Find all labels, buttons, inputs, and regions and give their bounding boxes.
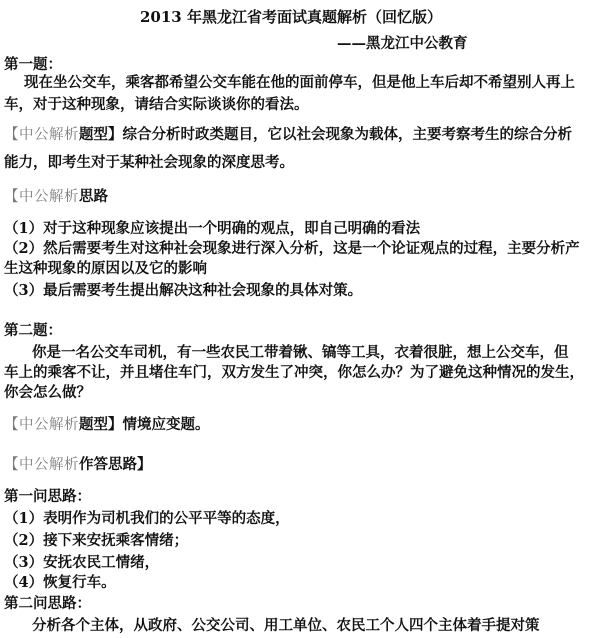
q1-heading: 第一题： — [4, 56, 62, 73]
q2-body-line-3: 你会怎么做？ — [4, 384, 91, 401]
q2-body-line-2: 车上的乘客不让，并且堵住车门，双方发生了冲突，你怎么办？为了避免这种情况的发生， — [4, 364, 584, 381]
second-question-text: 分析各个主体，从政府、公交公司、用工单位、农民工个人四个主体着手提对策 — [32, 617, 540, 634]
first-question-point-2: （2）接下来安抚乘客情绪； — [4, 532, 189, 549]
q2-body-line-1: 你是一名公交车司机，有一些农民工带着锹、镐等工具，衣着很脏，想上公交车，但 — [32, 344, 569, 361]
first-question-heading: 第一问思路： — [4, 488, 91, 505]
q1-type-tag-prefix: 【中公解析 — [4, 127, 79, 143]
first-question-point-1: （1）表明作为司机我们的公平平等的态度， — [4, 510, 290, 527]
first-question-point-4: （4）恢复行车。 — [4, 574, 116, 591]
q2-type-line — [4, 418, 210, 433]
q1-point-1: （1）对于这种现象应该提出一个明确的观点，即自己明确的看法 — [4, 220, 421, 237]
q2-type-tag-prefix: 【中公解析 — [4, 417, 79, 433]
q2-answer-heading — [4, 458, 152, 473]
q2-type-text: 情境应变题。 — [122, 416, 210, 433]
q2-type-tag-suffix: 题型】 — [79, 416, 123, 433]
second-question-heading: 第二问思路： — [4, 595, 91, 612]
q1-point-3: （3）最后需要考生提出解决这种社会现象的具体对策。 — [4, 282, 363, 299]
document-title: 2013 年黑龙江省考面试真题解析（回忆版） — [140, 8, 442, 26]
q1-idea-heading — [4, 190, 108, 205]
q1-body-line-2: 车，对于这种现象，请结合实际谈谈你的看法。 — [4, 96, 309, 113]
q2-heading: 第二题： — [4, 322, 62, 339]
q1-point-2: （2）然后需要考生对这种社会现象进行深入分析，这是一个论证观点的过程，主要分析产 — [4, 240, 580, 257]
first-question-point-3: （3）安抚农民工情绪， — [4, 554, 160, 571]
q1-type-tag-suffix: 题型】 — [79, 126, 123, 143]
document-subtitle: ——黑龙江中公教育 — [337, 35, 468, 52]
q1-idea-tag-suffix: 思路 — [79, 188, 108, 205]
q1-type-line-1 — [4, 128, 572, 143]
q1-body-line-1: 现在坐公交车，乘客都希望公交车能在他的面前停车，但是他上车后却不希望别人再上 — [24, 74, 575, 91]
q1-type-text-1: 综合分析时政类题目，它以社会现象为载体，主要考察考生的综合分析 — [122, 126, 572, 143]
q1-type-line-2: 能力，即考生对于某种社会现象的深度思考。 — [4, 154, 294, 171]
q2-answer-tag-suffix: 作答思路】 — [79, 456, 152, 473]
q1-point-2-cont: 生这种现象的原因以及它的影响 — [4, 260, 207, 277]
q2-answer-tag-prefix: 【中公解析 — [4, 457, 79, 473]
q1-idea-tag-prefix: 【中公解析 — [4, 189, 79, 205]
